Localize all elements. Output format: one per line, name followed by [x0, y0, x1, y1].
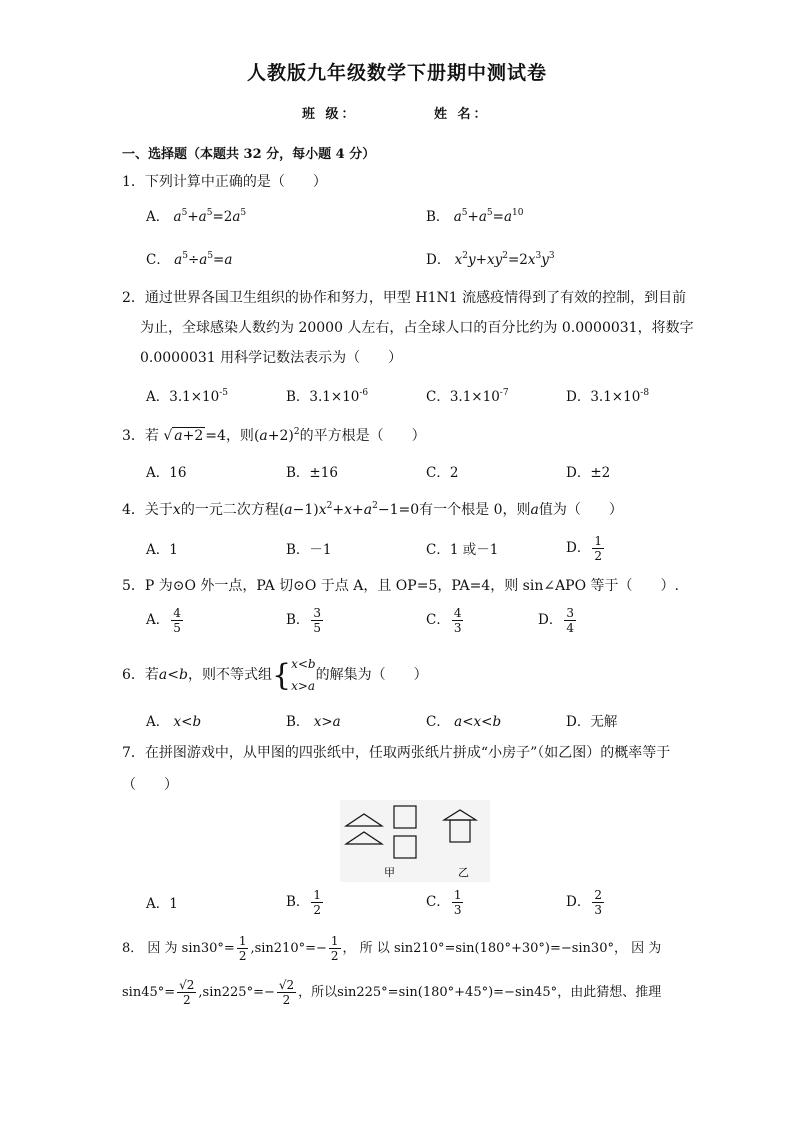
question-2-line-1: 2．通过世界各国卫生组织的协作和努力，甲型 H1N1 流感疫情得到了有效的控制，到目前	[122, 290, 687, 306]
q6-option-b: B． x>a	[286, 714, 341, 730]
q6-option-c: C． a<x<b	[426, 714, 502, 730]
q2-option-a: A．$3.1\times 10^{-5}$	[146, 388, 228, 405]
q3-option-b: B．±16	[286, 465, 338, 481]
question-2-line-3: 0.0000031 用科学记数法表示为（ ）	[140, 350, 403, 366]
question-8-line-2: sin45°= $\frac{√2}{2}$ ,sin225°=− $\frac{√2}{2}$ ，所以sin225°=sin(180°+45°)=−sin45°，由此猜想、推理	[122, 978, 662, 1007]
q5-option-a: A． $\frac{4}{5}$	[146, 606, 181, 635]
figure-label-jia: 甲	[384, 866, 395, 879]
q5-option-b: B． $\frac{3}{5}$	[286, 606, 322, 635]
q5-option-c: C． $\frac{4}{3}$	[426, 606, 462, 635]
question-2-line-2: 为止，全球感染人数约为 20000 人左右，占全球人口的百分比约为 0.0000031，将数字	[140, 320, 694, 336]
question-4-stem: 4．关于x的一元二次方程$(a-1)x^2+x+a^2-1=0$有一个根是 0，则a值为（ ）	[122, 501, 623, 518]
q4-option-a: A．1	[146, 542, 178, 558]
section-heading: 一、选择题（本题共 32 分，每小题 4 分）	[122, 147, 376, 162]
question-7-line-2: （ ）	[122, 777, 178, 793]
q6-option-d: D．无解	[566, 714, 618, 730]
q1-option-c: C． $a^5\div a^5=a$	[146, 251, 233, 268]
q1-option-d: D． $x^2y+xy^2=2x^3y^3$	[426, 251, 555, 268]
q2-option-b: B．$3.1\times 10^{-6}$	[286, 388, 369, 405]
q2-option-d: D．$3.1\times 10^{-8}$	[566, 388, 650, 405]
q7-option-d: D． $\frac{2}{3}$	[566, 888, 602, 917]
question-8-line-1: 8． 因 为 sin30°= $\frac{1}{2}$ ,sin210°=− $\frac{1}{2}$ ， 所 以 sin210°=sin(180°+30°)=−sin30°， 因 为	[122, 934, 662, 963]
q4-option-c: C．1 或－1	[426, 542, 499, 558]
q7-option-c: C． $\frac{1}{3}$	[426, 888, 462, 917]
q7-option-b: B． $\frac{1}{2}$	[286, 888, 322, 917]
figure-label-yi: 乙	[458, 866, 469, 879]
q7-option-a: A．1	[146, 896, 178, 912]
q1-option-a: A． $a^5+a^5=2a^5$	[146, 208, 247, 225]
question-3-stem: 3．若 √ a+2 =4，则$(a+2)^2$的平方根是（ ）	[122, 427, 426, 444]
q3-option-a: A．16	[146, 465, 187, 481]
q1-option-b: B． $a^5+a^5=a^{10}$	[426, 208, 524, 225]
q3-option-d: D．±2	[566, 465, 611, 481]
class-label: 班 级：	[302, 107, 358, 122]
q2-option-c: C．$3.1\times 10^{-7}$	[426, 388, 509, 405]
name-label: 姓 名：	[434, 107, 490, 122]
q6-option-a: A． x<b	[146, 714, 202, 730]
question-6-stem: 6．若a<b，则不等式组{ x<b x>a 的解集为（ ）	[122, 657, 428, 693]
q3-option-c: C．2	[426, 465, 459, 481]
q4-option-b: B．－1	[286, 542, 332, 558]
question-5-stem: 5．P 为⊙O 外一点，PA 切⊙O 于点 A，且 OP=5，PA=4，则 sin∠APO 等于（ ）.	[122, 578, 679, 594]
q5-option-d: D． $\frac{3}{4}$	[538, 606, 574, 635]
question-7-line-1: 7．在拼图游戏中，从甲图的四张纸中，任取两张纸片拼成“小房子”（如乙图）的概率等于	[122, 745, 671, 761]
puzzle-figure	[340, 800, 490, 882]
page-title: 人教版九年级数学下册期中测试卷	[246, 62, 547, 84]
q4-option-d: D． $\frac{1}{2}$	[566, 534, 602, 563]
question-1-stem: 1．下列计算中正确的是（ ）	[122, 174, 327, 190]
